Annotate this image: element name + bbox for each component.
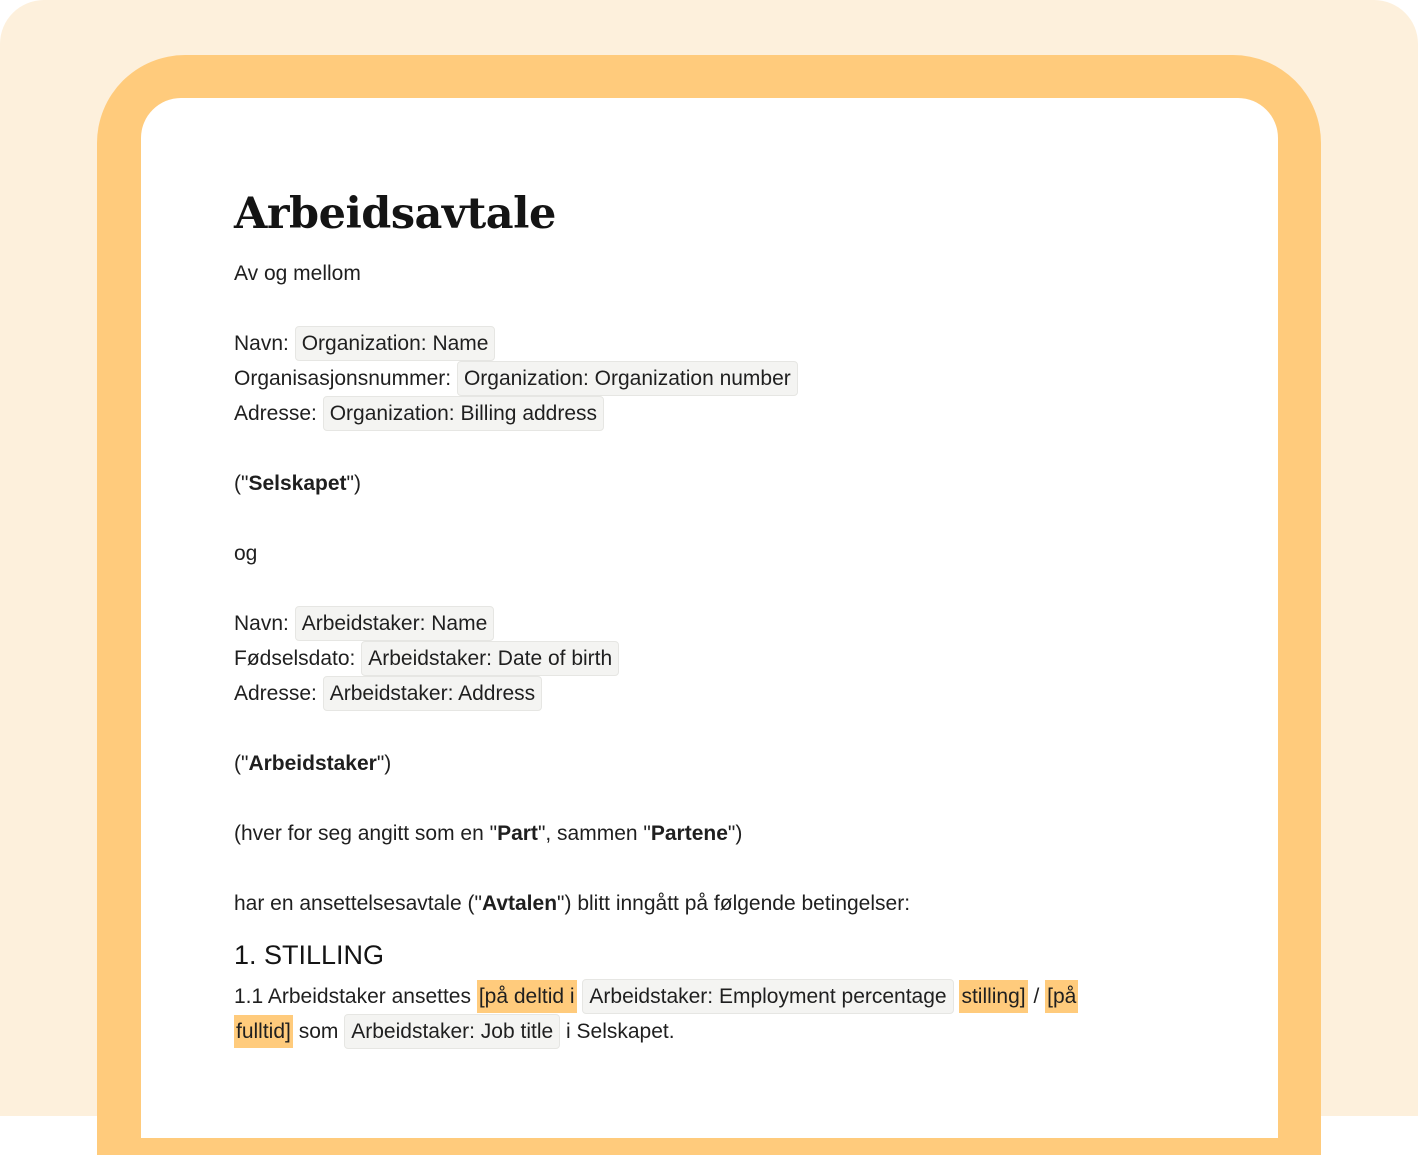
fulltime-option-b[interactable]: fulltid] bbox=[234, 1015, 293, 1048]
clause-1-1-prefix: 1.1 Arbeidstaker ansettes bbox=[234, 985, 471, 1008]
employee-address-field[interactable]: Arbeidstaker: Address bbox=[323, 676, 542, 711]
agreement-statement bbox=[234, 886, 1194, 921]
parties-definition bbox=[234, 816, 1194, 851]
avtalen-term: Avtalen bbox=[481, 892, 558, 915]
company-orgnr-label: Organisasjonsnummer: bbox=[234, 367, 452, 390]
employee-alias: Arbeidstaker bbox=[248, 752, 377, 775]
employee-dob-line bbox=[234, 641, 1194, 676]
company-name-field[interactable]: Organization: Name bbox=[295, 326, 496, 361]
company-alias: Selskapet bbox=[248, 472, 347, 495]
employee-alias-line bbox=[234, 746, 1194, 781]
employment-percentage-field[interactable]: Arbeidstaker: Employment percentage bbox=[582, 979, 953, 1014]
parties-text-3: ") bbox=[727, 822, 743, 845]
employee-dob-field[interactable]: Arbeidstaker: Date of birth bbox=[361, 641, 619, 676]
agreement-text-1: har en ansettelsesavtale (" bbox=[234, 892, 482, 915]
parties-text-1: (hver for seg angitt som en " bbox=[234, 822, 498, 845]
company-address-field[interactable]: Organization: Billing address bbox=[323, 396, 604, 431]
alias-quote-close: ") bbox=[346, 472, 361, 495]
company-alias-line bbox=[234, 466, 1194, 501]
and-text: og bbox=[234, 542, 258, 565]
company-name-line bbox=[234, 326, 1194, 361]
part-term: Part bbox=[497, 822, 538, 845]
job-title-field[interactable]: Arbeidstaker: Job title bbox=[344, 1014, 560, 1049]
alias-quote-open: (" bbox=[234, 752, 249, 775]
document-body bbox=[234, 186, 1194, 1049]
company-address-line bbox=[234, 396, 1194, 431]
alias-quote-close: ") bbox=[376, 752, 392, 775]
som-text: som bbox=[298, 1020, 339, 1043]
parties-text-2: ", sammen " bbox=[537, 822, 651, 845]
document-title: Arbeidsavtale bbox=[234, 189, 556, 239]
intro-text: Av og mellom bbox=[234, 262, 361, 285]
agreement-text-2: ") blitt inngått på følgende betingelser: bbox=[557, 892, 911, 915]
parttime-option-open[interactable]: [på deltid i bbox=[477, 980, 577, 1013]
option-slash: / bbox=[1033, 985, 1040, 1008]
parttime-option-close[interactable]: stilling] bbox=[959, 980, 1027, 1013]
company-orgnr-field[interactable]: Organization: Organization number bbox=[457, 361, 798, 396]
employee-dob-label: Fødselsdato: bbox=[234, 647, 356, 670]
employee-name-line bbox=[234, 606, 1194, 641]
employee-address-line bbox=[234, 676, 1194, 711]
employee-address-label: Adresse: bbox=[234, 682, 317, 705]
section-1-heading: 1. STILLING bbox=[234, 940, 385, 970]
employee-name-field[interactable]: Arbeidstaker: Name bbox=[295, 606, 495, 641]
employee-name-label: Navn: bbox=[234, 612, 289, 635]
clause-1-1-suffix: i Selskapet. bbox=[566, 1020, 675, 1043]
company-address-label: Adresse: bbox=[234, 402, 317, 425]
partene-term: Partene bbox=[650, 822, 728, 845]
fulltime-option-a[interactable]: [på bbox=[1045, 980, 1078, 1013]
company-name-label: Navn: bbox=[234, 332, 289, 355]
company-orgnr-line bbox=[234, 361, 1194, 396]
clause-1-1 bbox=[234, 979, 1194, 1049]
alias-quote-open: (" bbox=[234, 472, 249, 495]
